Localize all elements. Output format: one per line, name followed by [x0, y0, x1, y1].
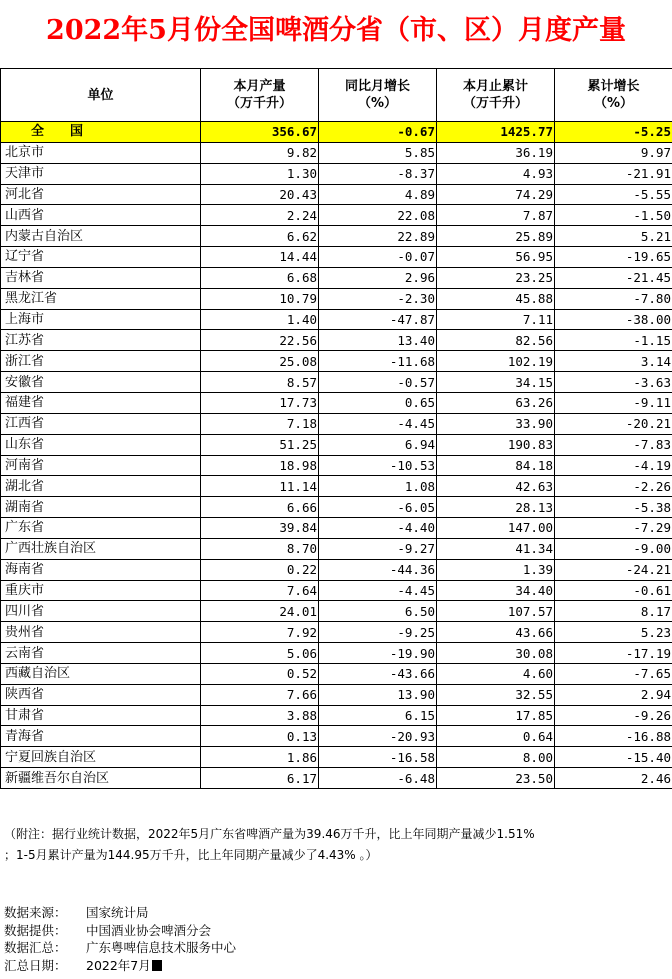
table-row: [1, 476, 672, 497]
row-cumulative: 74.29: [437, 184, 555, 205]
row-name: 内蒙古自治区: [1, 226, 201, 247]
table-row: [1, 768, 672, 789]
row-month-output: 6.66: [201, 497, 319, 518]
row-name: 江西省: [1, 413, 201, 434]
row-month-output: 10.79: [201, 288, 319, 309]
row-yoy-growth: -19.90: [319, 643, 437, 664]
row-name: 福建省: [1, 392, 201, 413]
row-yoy-growth: 22.89: [319, 226, 437, 247]
row-cumulative: 1.39: [437, 559, 555, 580]
row-cumulative-growth: -16.88: [555, 726, 672, 747]
row-cumulative: 28.13: [437, 497, 555, 518]
row-cumulative: 82.56: [437, 330, 555, 351]
row-name: 陕西省: [1, 684, 201, 705]
table-row: [1, 538, 672, 559]
row-yoy-growth: -16.58: [319, 747, 437, 768]
row-cumulative-growth: -1.15: [555, 330, 672, 351]
row-month-output: 1.40: [201, 309, 319, 330]
row-cumulative-growth: 5.23: [555, 622, 672, 643]
row-cumulative-growth: 5.21: [555, 226, 672, 247]
row-cumulative-growth: -9.26: [555, 705, 672, 726]
row-cumulative-growth: -17.19: [555, 643, 672, 664]
row-month-output: 7.66: [201, 684, 319, 705]
table-row: [1, 309, 672, 330]
row-name: 湖北省: [1, 476, 201, 497]
table-row: [1, 163, 672, 184]
table-row: [1, 601, 672, 622]
table-row: [1, 351, 672, 372]
table-row: [1, 580, 672, 601]
row-cumulative-growth: -1.50: [555, 205, 672, 226]
table-row: [1, 684, 672, 705]
row-cumulative: 107.57: [437, 601, 555, 622]
row-cumulative: 84.18: [437, 455, 555, 476]
row-cumulative: 23.25: [437, 267, 555, 288]
production-table: [0, 68, 672, 789]
row-yoy-growth: -0.67: [319, 122, 437, 143]
row-cumulative: 4.60: [437, 663, 555, 684]
row-month-output: 3.88: [201, 705, 319, 726]
row-month-output: 18.98: [201, 455, 319, 476]
header-cumulative: 本月止累计 （万千升）: [437, 69, 555, 122]
row-cumulative-growth: -9.11: [555, 392, 672, 413]
row-name: 湖南省: [1, 497, 201, 518]
meta-compiler: 数据汇总： 广东粤啤信息技术服务中心: [4, 940, 237, 955]
row-cumulative: 34.15: [437, 372, 555, 393]
row-yoy-growth: -0.57: [319, 372, 437, 393]
row-cumulative: 8.00: [437, 747, 555, 768]
row-cumulative-growth: -5.55: [555, 184, 672, 205]
header-unit: 单位: [1, 69, 201, 122]
cursor-marker: [152, 960, 162, 971]
table-row: [1, 497, 672, 518]
footnote: [4, 824, 668, 866]
row-name: 宁夏回族自治区: [1, 747, 201, 768]
row-cumulative: 42.63: [437, 476, 555, 497]
row-cumulative-growth: 8.17: [555, 601, 672, 622]
row-month-output: 7.64: [201, 580, 319, 601]
row-name: 新疆维吾尔自治区: [1, 768, 201, 789]
row-name: 山东省: [1, 434, 201, 455]
row-cumulative-growth: -5.38: [555, 497, 672, 518]
row-name: 海南省: [1, 559, 201, 580]
row-name: 广东省: [1, 518, 201, 539]
row-yoy-growth: 13.40: [319, 330, 437, 351]
table-row: [1, 643, 672, 664]
row-name: 山西省: [1, 205, 201, 226]
row-cumulative-growth: -21.91: [555, 163, 672, 184]
table-row: [1, 392, 672, 413]
row-cumulative-growth: -19.65: [555, 247, 672, 268]
row-name: 广西壮族自治区: [1, 538, 201, 559]
source-info: [4, 904, 236, 974]
row-month-output: 2.24: [201, 205, 319, 226]
row-cumulative-growth: -7.29: [555, 518, 672, 539]
table-row: [1, 267, 672, 288]
header-cumulative-growth: 累计增长 （%）: [555, 69, 672, 122]
row-yoy-growth: -44.36: [319, 559, 437, 580]
row-cumulative: 1425.77: [437, 122, 555, 143]
row-month-output: 5.06: [201, 643, 319, 664]
row-yoy-growth: -4.40: [319, 518, 437, 539]
header-month-output: 本月产量 （万千升）: [201, 69, 319, 122]
table-row: [1, 622, 672, 643]
row-cumulative: 34.40: [437, 580, 555, 601]
row-month-output: 51.25: [201, 434, 319, 455]
row-month-output: 356.67: [201, 122, 319, 143]
row-cumulative: 45.88: [437, 288, 555, 309]
table-row: [1, 205, 672, 226]
footnote-line-2: ；1-5月累计产量为144.95万千升，比上年同期产量减少了4.43% 。）: [4, 848, 378, 862]
row-cumulative: 30.08: [437, 643, 555, 664]
table-row: [1, 247, 672, 268]
row-yoy-growth: 13.90: [319, 684, 437, 705]
row-month-output: 11.14: [201, 476, 319, 497]
row-yoy-growth: 0.65: [319, 392, 437, 413]
row-month-output: 1.30: [201, 163, 319, 184]
row-cumulative: 63.26: [437, 392, 555, 413]
row-month-output: 6.62: [201, 226, 319, 247]
table-row: [1, 330, 672, 351]
table-row: [1, 705, 672, 726]
row-name: 全 国: [1, 122, 201, 143]
row-yoy-growth: 6.94: [319, 434, 437, 455]
row-name: 河北省: [1, 184, 201, 205]
row-month-output: 25.08: [201, 351, 319, 372]
row-name: 浙江省: [1, 351, 201, 372]
table-row: [1, 434, 672, 455]
row-cumulative: 7.87: [437, 205, 555, 226]
row-month-output: 6.17: [201, 768, 319, 789]
row-cumulative: 23.50: [437, 768, 555, 789]
row-yoy-growth: 2.96: [319, 267, 437, 288]
row-yoy-growth: -10.53: [319, 455, 437, 476]
row-month-output: 14.44: [201, 247, 319, 268]
row-yoy-growth: -6.05: [319, 497, 437, 518]
meta-source: 数据来源： 国家统计局: [4, 905, 149, 920]
row-cumulative-growth: 3.14: [555, 351, 672, 372]
table-row: [1, 226, 672, 247]
row-name: 安徽省: [1, 372, 201, 393]
row-yoy-growth: 5.85: [319, 142, 437, 163]
row-yoy-growth: -2.30: [319, 288, 437, 309]
row-cumulative: 190.83: [437, 434, 555, 455]
row-yoy-growth: -20.93: [319, 726, 437, 747]
row-month-output: 1.86: [201, 747, 319, 768]
row-yoy-growth: -9.27: [319, 538, 437, 559]
row-cumulative: 147.00: [437, 518, 555, 539]
row-month-output: 7.18: [201, 413, 319, 434]
table-row: [1, 142, 672, 163]
row-yoy-growth: -47.87: [319, 309, 437, 330]
row-cumulative-growth: -5.25: [555, 122, 672, 143]
table-row: [1, 184, 672, 205]
row-yoy-growth: -4.45: [319, 413, 437, 434]
page-title: 2022年5月份全国啤酒分省（市、区）月度产量: [46, 15, 626, 46]
row-cumulative-growth: 2.46: [555, 768, 672, 789]
row-cumulative-growth: 9.97: [555, 142, 672, 163]
meta-date: 汇总日期： 2022年7月: [4, 957, 236, 975]
row-cumulative: 102.19: [437, 351, 555, 372]
row-yoy-growth: -9.25: [319, 622, 437, 643]
row-month-output: 8.57: [201, 372, 319, 393]
row-name: 云南省: [1, 643, 201, 664]
row-cumulative-growth: -3.63: [555, 372, 672, 393]
row-yoy-growth: -8.37: [319, 163, 437, 184]
row-cumulative: 0.64: [437, 726, 555, 747]
table-row: [1, 559, 672, 580]
footnote-line-1: （附注：据行业统计数据，2022年5月广东省啤酒产量为39.46万千升，比上年同期产量减少1.51%: [4, 827, 535, 841]
table-row: [1, 288, 672, 309]
table-row: [1, 518, 672, 539]
table-row: [1, 413, 672, 434]
row-month-output: 20.43: [201, 184, 319, 205]
row-cumulative-growth: -7.83: [555, 434, 672, 455]
row-cumulative: 43.66: [437, 622, 555, 643]
row-month-output: 22.56: [201, 330, 319, 351]
row-cumulative-growth: 2.94: [555, 684, 672, 705]
row-month-output: 6.68: [201, 267, 319, 288]
row-cumulative-growth: -7.80: [555, 288, 672, 309]
row-cumulative-growth: -21.45: [555, 267, 672, 288]
row-month-output: 9.82: [201, 142, 319, 163]
row-month-output: 7.92: [201, 622, 319, 643]
total-row: [1, 122, 672, 143]
row-name: 吉林省: [1, 267, 201, 288]
row-name: 河南省: [1, 455, 201, 476]
row-cumulative-growth: -7.65: [555, 663, 672, 684]
table-row: [1, 747, 672, 768]
row-name: 重庆市: [1, 580, 201, 601]
row-month-output: 24.01: [201, 601, 319, 622]
row-cumulative-growth: -9.00: [555, 538, 672, 559]
table-row: [1, 455, 672, 476]
row-yoy-growth: 6.50: [319, 601, 437, 622]
row-cumulative-growth: -2.26: [555, 476, 672, 497]
row-name: 北京市: [1, 142, 201, 163]
table-header-row: [1, 69, 672, 122]
row-cumulative: 17.85: [437, 705, 555, 726]
row-month-output: 0.22: [201, 559, 319, 580]
row-cumulative: 36.19: [437, 142, 555, 163]
row-cumulative-growth: -4.19: [555, 455, 672, 476]
row-month-output: 17.73: [201, 392, 319, 413]
row-yoy-growth: -43.66: [319, 663, 437, 684]
row-month-output: 0.13: [201, 726, 319, 747]
row-cumulative: 33.90: [437, 413, 555, 434]
row-cumulative: 7.11: [437, 309, 555, 330]
row-yoy-growth: -4.45: [319, 580, 437, 601]
row-name: 上海市: [1, 309, 201, 330]
row-cumulative-growth: -15.40: [555, 747, 672, 768]
row-cumulative-growth: -20.21: [555, 413, 672, 434]
row-yoy-growth: 22.08: [319, 205, 437, 226]
row-yoy-growth: -6.48: [319, 768, 437, 789]
row-month-output: 39.84: [201, 518, 319, 539]
row-cumulative: 56.95: [437, 247, 555, 268]
row-cumulative: 41.34: [437, 538, 555, 559]
row-month-output: 0.52: [201, 663, 319, 684]
row-cumulative-growth: -38.00: [555, 309, 672, 330]
header-yoy-growth: 同比月增长 （%）: [319, 69, 437, 122]
row-yoy-growth: 1.08: [319, 476, 437, 497]
row-month-output: 8.70: [201, 538, 319, 559]
row-name: 辽宁省: [1, 247, 201, 268]
row-name: 天津市: [1, 163, 201, 184]
row-yoy-growth: -11.68: [319, 351, 437, 372]
row-cumulative: 4.93: [437, 163, 555, 184]
row-name: 青海省: [1, 726, 201, 747]
table-row: [1, 726, 672, 747]
table-row: [1, 372, 672, 393]
row-cumulative-growth: -24.21: [555, 559, 672, 580]
row-yoy-growth: -0.07: [319, 247, 437, 268]
row-name: 江苏省: [1, 330, 201, 351]
row-name: 西藏自治区: [1, 663, 201, 684]
row-yoy-growth: 6.15: [319, 705, 437, 726]
row-name: 四川省: [1, 601, 201, 622]
row-name: 黑龙江省: [1, 288, 201, 309]
row-name: 贵州省: [1, 622, 201, 643]
row-cumulative-growth: -0.61: [555, 580, 672, 601]
row-cumulative: 25.89: [437, 226, 555, 247]
row-cumulative: 32.55: [437, 684, 555, 705]
row-yoy-growth: 4.89: [319, 184, 437, 205]
table-row: [1, 663, 672, 684]
row-name: 甘肃省: [1, 705, 201, 726]
meta-provider: 数据提供： 中国酒业协会啤酒分会: [4, 922, 212, 938]
